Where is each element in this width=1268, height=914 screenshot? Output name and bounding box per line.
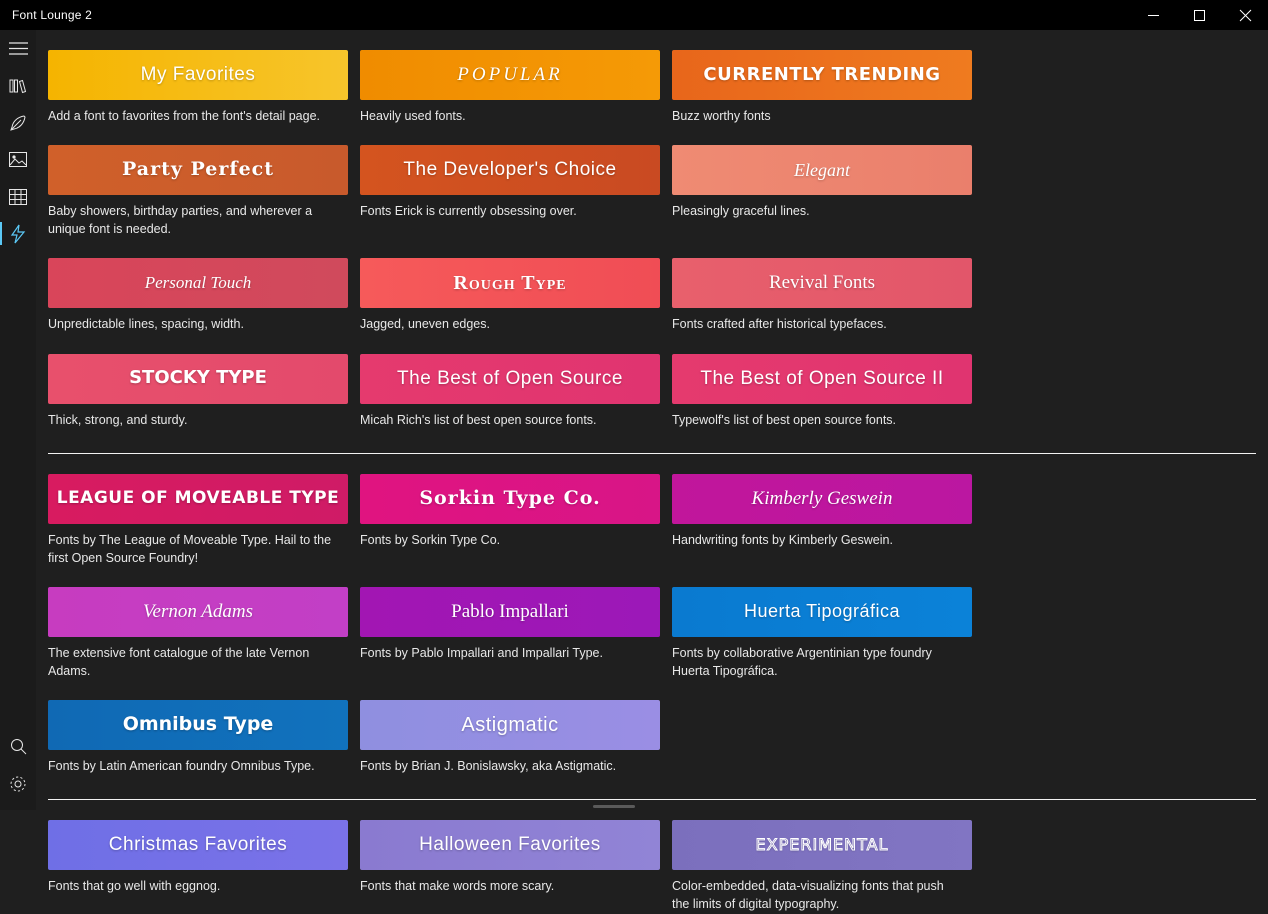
collection-description: Unpredictable lines, spacing, width. — [48, 317, 244, 332]
collection-card[interactable] — [672, 800, 972, 913]
minimize-button[interactable] — [1130, 0, 1176, 30]
collection-description: Fonts that make words more scary. — [360, 879, 555, 894]
collection-banner[interactable] — [672, 50, 972, 100]
collection-banner[interactable] — [48, 145, 348, 195]
lightning-icon — [11, 225, 25, 243]
collection-card[interactable] — [360, 238, 660, 333]
collection-card[interactable] — [48, 454, 348, 567]
collection-title: Astigmatic — [461, 713, 559, 736]
rail-bottom-group — [0, 728, 36, 802]
horizontal-scrollbar[interactable] — [0, 802, 1268, 810]
collection-banner[interactable] — [360, 258, 660, 308]
collection-title: Revival Fonts — [768, 272, 876, 294]
collection-card[interactable] — [360, 680, 660, 775]
title-bar — [0, 0, 1268, 30]
collection-banner[interactable] — [672, 474, 972, 524]
collection-description: Fonts by Latin American foundry Omnibus Type. — [48, 759, 315, 774]
feather-icon — [9, 114, 27, 132]
collection-description: Heavily used fonts. — [360, 109, 466, 123]
rail-item-collections[interactable] — [0, 215, 36, 252]
collection-banner[interactable] — [48, 820, 348, 870]
collection-title: Vernon Adams — [143, 600, 253, 622]
collection-title: My Favorites — [140, 64, 256, 86]
collection-description: Color-embedded, data-visualizing fonts that push the limits of digital typography. — [672, 879, 944, 912]
collection-description: Fonts by The League of Moveable Type. Hail to the first Open Source Foundry! — [48, 532, 332, 565]
collection-card[interactable] — [48, 680, 348, 775]
collection-banner[interactable] — [672, 145, 972, 195]
collection-section — [36, 454, 1268, 776]
collection-banner[interactable] — [672, 587, 972, 637]
scrollbar-thumb[interactable] — [593, 805, 635, 808]
collections-scroll-area[interactable] — [36, 30, 1268, 912]
collection-banner[interactable] — [360, 474, 660, 524]
collection-description: Thick, strong, and sturdy. — [48, 412, 188, 427]
collection-grid — [36, 30, 1268, 429]
collection-banner[interactable] — [48, 258, 348, 308]
collection-card[interactable] — [360, 454, 660, 567]
collection-card[interactable] — [48, 334, 348, 429]
picture-icon — [9, 152, 27, 167]
collection-banner[interactable] — [360, 587, 660, 637]
collection-title: Christmas Favorites — [108, 834, 288, 856]
maximize-button[interactable] — [1176, 0, 1222, 30]
collection-card[interactable] — [672, 454, 972, 567]
rail-item-settings[interactable] — [0, 765, 36, 802]
collection-title: The Best of Open Source — [397, 367, 623, 389]
collection-banner[interactable] — [672, 258, 972, 308]
collection-section — [36, 800, 1268, 913]
collection-card[interactable] — [48, 567, 348, 680]
collection-title: Halloween Favorites — [419, 834, 601, 856]
rail-item-search[interactable] — [0, 728, 36, 765]
close-button[interactable] — [1222, 0, 1268, 30]
collection-grid — [36, 454, 1268, 776]
collection-card[interactable] — [672, 30, 972, 125]
collection-description: The extensive font catalogue of the late Vernon Adams. — [48, 645, 310, 678]
collection-title: Elegant — [794, 159, 850, 180]
collection-title: Pablo Impallari — [451, 600, 569, 622]
collection-card[interactable] — [360, 800, 660, 913]
collection-banner[interactable] — [672, 354, 972, 404]
collection-description: Fonts crafted after historical typefaces. — [672, 317, 887, 332]
collection-card[interactable] — [360, 334, 660, 429]
collection-description: Fonts by Brian J. Bonislawsky, aka Astigmatic. — [360, 759, 617, 774]
collection-card[interactable] — [48, 238, 348, 333]
collection-card[interactable] — [672, 334, 972, 429]
collection-title: Party Perfect — [121, 158, 274, 181]
gear-icon — [9, 775, 27, 793]
collection-description: Buzz worthy fonts — [672, 109, 771, 123]
collection-title: Kimberly Geswein — [751, 487, 893, 509]
collection-banner[interactable] — [48, 354, 348, 404]
collection-banner[interactable] — [48, 587, 348, 637]
collection-title: Rough Type — [453, 271, 567, 294]
collection-title: Huerta Tipográfica — [743, 601, 901, 622]
collection-banner[interactable] — [360, 50, 660, 100]
collection-title: The Developer's Choice — [403, 159, 617, 181]
rail-item-fonts[interactable] — [0, 104, 36, 141]
collection-description: Fonts by collaborative Argentinian type foundry Huerta Tipográfica. — [672, 645, 932, 678]
collection-card[interactable] — [672, 567, 972, 680]
collection-description: Fonts Erick is currently obsessing over. — [360, 204, 577, 219]
books-icon — [9, 78, 27, 94]
collection-title: STOCKY TYPE — [129, 367, 267, 389]
collection-description: Micah Rich's list of best open source fonts. — [360, 412, 597, 427]
collection-banner[interactable] — [48, 700, 348, 750]
collection-title: CURRENTLY TRENDING — [703, 63, 941, 85]
collection-card[interactable] — [48, 125, 348, 238]
collection-banner[interactable] — [48, 474, 348, 524]
collection-title: POPULAR — [457, 64, 563, 86]
collection-title: Personal Touch — [144, 273, 252, 293]
rail-item-grid[interactable] — [0, 178, 36, 215]
collection-card[interactable] — [48, 30, 348, 125]
collection-card[interactable] — [360, 567, 660, 680]
collection-grid — [36, 800, 1268, 913]
window-title: Font Lounge 2 — [12, 8, 92, 22]
hamburger-icon — [9, 42, 28, 55]
collection-description: Handwriting fonts by Kimberly Geswein. — [672, 532, 893, 547]
collection-banner[interactable] — [360, 820, 660, 870]
navigation-rail — [0, 30, 36, 810]
collection-description: Add a font to favorites from the font's detail page. — [48, 109, 320, 123]
collection-banner[interactable] — [360, 700, 660, 750]
rail-item-menu[interactable] — [0, 30, 36, 67]
rail-top-group — [0, 30, 36, 252]
rail-item-library[interactable] — [0, 67, 36, 104]
search-icon — [10, 738, 27, 755]
grid-icon — [9, 189, 27, 205]
collection-title: Sorkin Type Co. — [419, 486, 601, 509]
rail-item-images[interactable] — [0, 141, 36, 178]
collection-title: LEAGUE OF MOVEABLE TYPE — [56, 487, 340, 508]
collection-banner[interactable] — [48, 50, 348, 100]
collection-title: Omnibus Type — [122, 713, 274, 736]
collections-sections — [36, 30, 1268, 914]
collection-description: Pleasingly graceful lines. — [672, 204, 810, 219]
collection-banner[interactable] — [672, 820, 972, 870]
collection-description: Typewolf's list of best open source fonts. — [672, 412, 897, 427]
collection-card[interactable] — [360, 125, 660, 238]
collection-section — [36, 30, 1268, 429]
collection-description: Fonts by Pablo Impallari and Impallari Type. — [360, 645, 603, 660]
collection-card[interactable] — [672, 125, 972, 238]
collection-title: The Best of Open Source II — [700, 367, 944, 389]
collection-description: Baby showers, birthday parties, and wherever a unique font is needed. — [48, 204, 313, 237]
collection-description: Jagged, uneven edges. — [360, 317, 490, 332]
window-controls — [1130, 0, 1268, 30]
collection-banner[interactable] — [360, 145, 660, 195]
collection-banner[interactable] — [360, 354, 660, 404]
collection-title: EXPERIMENTAL — [755, 834, 889, 854]
collection-card[interactable] — [672, 238, 972, 333]
collection-card[interactable] — [48, 800, 348, 913]
collection-description: Fonts that go well with eggnog. — [48, 879, 221, 894]
collection-card[interactable] — [360, 30, 660, 125]
collection-description: Fonts by Sorkin Type Co. — [360, 532, 501, 547]
